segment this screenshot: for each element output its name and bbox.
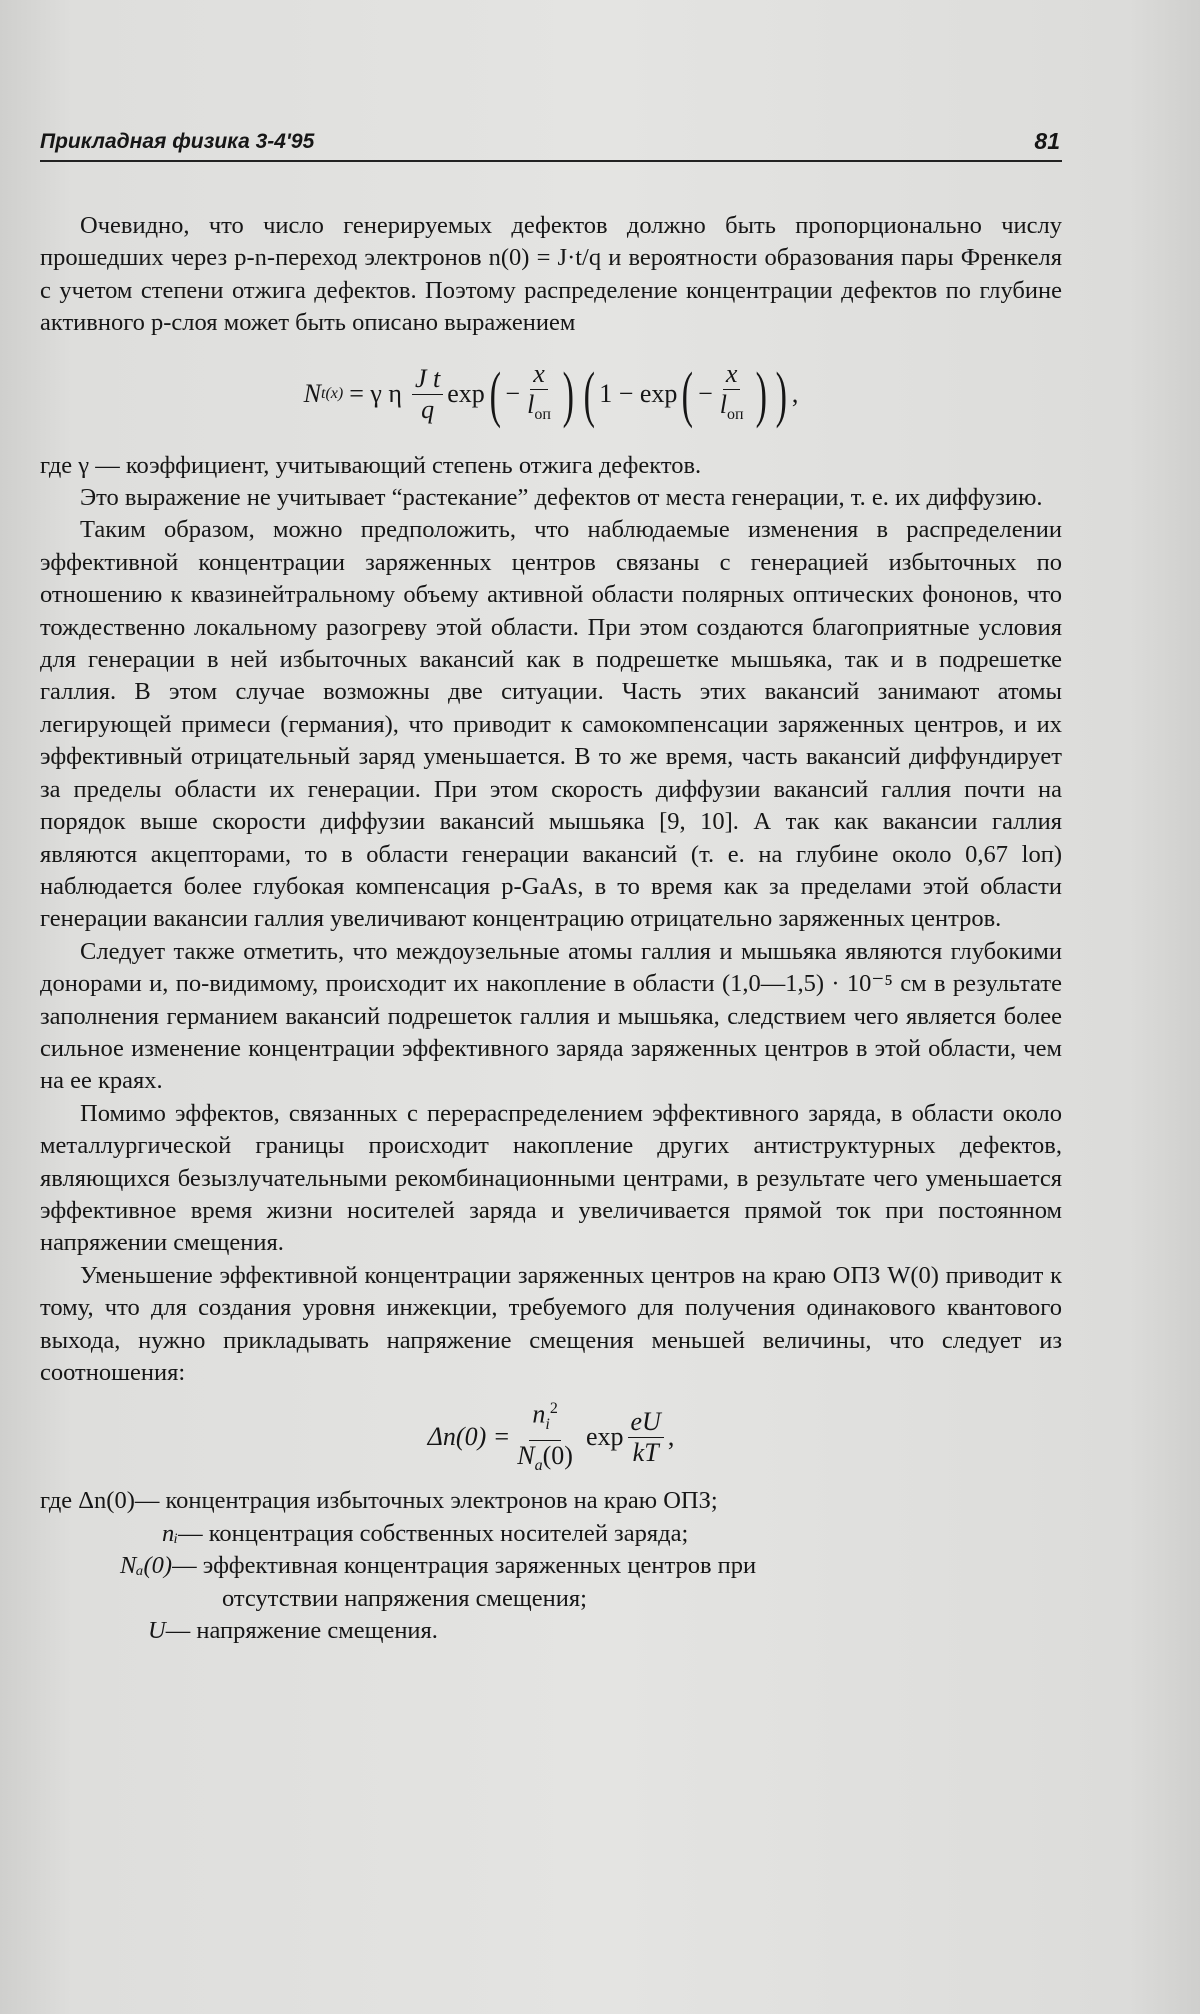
formula-function: exp — [585, 1422, 624, 1452]
paragraph: Уменьшение эффективной концентрации заряженных центров на краю ОПЗ W(0) приводит к тому, что для создания уровня инжекции, требуемого для получения одинакового квантового выхода, нужно прикладывать напряжение смещения меньшей величины, что следует из соотношения: — [40, 1261, 1062, 1386]
fraction-denominator: kT — [632, 1437, 659, 1467]
fraction-numerator — [529, 1394, 560, 1441]
formula-operator: = γ η — [349, 379, 402, 409]
definition-symbol: где Δn(0) — [40, 1487, 135, 1515]
formula-function: 1 − exp — [599, 379, 678, 409]
definition-text: — концентрация собственных носителей заряда; — [178, 1519, 689, 1547]
formula-punctuation: , — [791, 379, 799, 409]
formula-symbol: (0) — [542, 1440, 573, 1470]
formula-injection — [40, 1389, 1062, 1485]
formula-superscript: 2 — [549, 1399, 558, 1417]
left-paren: ( — [682, 360, 694, 429]
fraction-numerator: x — [530, 359, 548, 390]
running-header — [40, 128, 1062, 162]
paragraph: Очевидно, что число генерируемых дефектов должно быть пропорционально числу прошедших через p-n-переход электронов n(0) = J·t/q и вероятности образования пары Френкеля с учетом степени отжига дефектов. Поэтому распределение концентрации дефектов по глубине активного p-слоя может быть описано выражением — [40, 212, 1062, 337]
definition-symbol: U — [148, 1617, 166, 1645]
fraction-numerator: J t — [412, 364, 443, 395]
formula-subscript: t(x) — [321, 385, 344, 403]
definition-text: отсутствии напряжения смещения; — [222, 1584, 587, 1612]
minus-sign: − — [505, 379, 521, 409]
formula-lhs: Δn(0) = — [427, 1422, 511, 1452]
left-paren: ( — [583, 360, 595, 429]
fraction-denominator — [524, 390, 554, 430]
right-paren: ) — [775, 360, 788, 429]
fraction-denominator: q — [421, 395, 435, 425]
minus-sign: − — [698, 379, 713, 409]
definition-list — [40, 1485, 1062, 1647]
formula-subscript: a — [534, 1456, 543, 1474]
definition-text: — эффективная концентрация заряженных центров при — [172, 1552, 757, 1580]
definition-item — [40, 1583, 1062, 1615]
formula-subscript: i — [545, 1415, 550, 1433]
fraction-numerator: eU — [628, 1407, 664, 1438]
formula-fraction — [628, 1407, 664, 1468]
formula-subscript: оп — [726, 406, 744, 424]
paragraph: Помимо эффектов, связанных с перераспределением эффективного заряда, в области около металлургической границы происходит накопление других антиструктурных дефектов, являющихся безызлучательными рекомбинационными центрами, в результате чего уменьшается эффективное время жизни носителей заряда и увеличивается прямой ток при постоянном напряжении смещения. — [40, 1099, 1062, 1257]
definition-item — [40, 1518, 1062, 1550]
formula-fraction — [717, 359, 747, 430]
formula-symbol: n — [532, 1399, 546, 1429]
definition-symbol: nᵢ — [162, 1519, 179, 1547]
formula-subscript: оп — [534, 406, 551, 424]
fraction-numerator: x — [723, 359, 741, 390]
formula-symbol: N — [303, 379, 321, 409]
body-text — [40, 210, 1062, 1647]
fraction-denominator — [514, 1441, 576, 1481]
formula-fraction — [524, 359, 554, 430]
definition-symbol: Nₐ(0) — [120, 1552, 173, 1580]
formula-symbol: N — [517, 1440, 535, 1470]
formula-fraction — [412, 364, 443, 425]
paragraph: Следует также отметить, что междоузельные атомы галлия и мышьяка являются глубокими донорами и, по-видимому, происходит их накопление в области (1,0—1,5) · 10⁻⁵ см в результате заполнения германием вакансий подрешеток галлия и мышьяка, следствием чего является более сильное изменение концентрации эффективного заряда заряженных центров в этой области, чем на ее краях. — [40, 937, 1062, 1095]
definition-item — [40, 1550, 1062, 1582]
formula-symbol: l — [527, 390, 535, 420]
fraction-denominator — [717, 390, 747, 430]
definition-text: — концентрация избыточных электронов на краю ОПЗ; — [134, 1487, 718, 1515]
definition-item — [40, 1485, 1062, 1517]
paragraph: Это выражение не учитывает “растекание” дефектов от места генерации, т. е. их диффузию. — [80, 484, 1043, 512]
left-paren: ( — [489, 360, 501, 429]
right-paren: ) — [562, 360, 574, 429]
paragraph: Таким образом, можно предположить, что наблюдаемые изменения в распределении эффективной концентрации заряженных центров связаны с генерацией избыточных по отношению к квазинейтральному объему активной области полярных оптических фононов, что тождественно локальному разогреву этой области. При этом создаются благоприятные условия для генерации в ней избыточных вакансий как в подрешетке мышьяка, так и в подрешетке галлия. В этом случае возможны две ситуации. Часть этих вакансий занимают атомы легирующей примеси (германия), что приводит к самокомпенсации заряженных центров, и их эффективный отрицательный заряд уменьшается. В то же время, часть вакансий диффундирует за пределы области их генерации. При этом скорость диффузии вакансий галлия почти на порядок выше скорости диффузии вакансий мышьяка [9, 10]. А так как вакансии галлия являются акцепторами, то в области генерации вакансий (т. е. на глубине около 0,67 lоп) наблюдается более глубокая компенсация p-GaAs, в то время как за пределами этой области генерации вакансии галлия увеличивают концентрацию отрицательно заряженных центров. — [40, 516, 1062, 933]
formula-fraction — [514, 1394, 576, 1481]
right-paren: ) — [755, 360, 767, 429]
page-number: 81 — [1034, 128, 1060, 154]
formula-function: exp — [447, 379, 485, 409]
definition-text: — напряжение смещения. — [165, 1617, 438, 1645]
definition-item — [40, 1615, 1062, 1647]
paragraph: где γ — коэффициент, учитывающий степень отжига дефектов. — [40, 451, 702, 479]
formula-punctuation: , — [667, 1422, 675, 1452]
journal-title: Прикладная физика 3-4'95 — [40, 130, 315, 153]
formula-defect-distribution — [40, 340, 1062, 450]
formula-symbol: l — [719, 390, 727, 420]
